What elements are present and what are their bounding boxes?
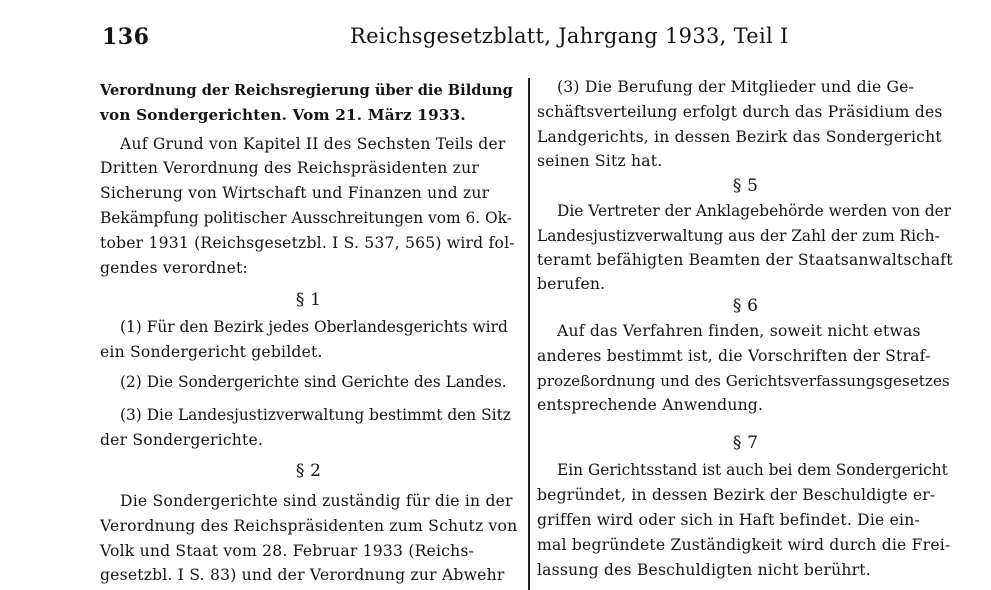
- document-title-line: von Sondergerichten. Vom 21. März 1933.: [100, 106, 466, 124]
- paragraph-line: Landgerichts, in dessen Bezirk das Sondergericht: [537, 128, 942, 146]
- paragraph-line: mal begründete Zuständigkeit wird durch die Frei-: [537, 536, 951, 554]
- section-heading: § 2: [295, 461, 322, 481]
- paragraph-line: begründet, in dessen Bezirk der Beschuldigte er-: [537, 486, 936, 504]
- paragraph-line: lassung des Beschuldigten nicht berührt.: [537, 561, 871, 579]
- paragraph-line: (1) Für den Bezirk jedes Oberlandesgerichts wird: [120, 318, 508, 336]
- paragraph-line: Ein Gerichtsstand ist auch bei dem Sondergericht: [557, 461, 948, 479]
- paragraph-line: teramt befähigten Beamten der Staatsanwaltschaft: [537, 251, 953, 269]
- paragraph-line: anderes bestimmt ist, die Vorschriften der Straf-: [537, 347, 931, 365]
- paragraph-line: Auf das Verfahren finden, soweit nicht etwas: [557, 322, 921, 340]
- paragraph-line: der Sondergerichte.: [100, 431, 264, 449]
- section-heading: § 5: [732, 176, 759, 196]
- paragraph-line: Volk und Staat vom 28. Februar 1933 (Reichs-: [100, 542, 475, 560]
- section-heading: § 7: [732, 433, 759, 453]
- preamble-line: Dritten Verordnung des Reichspräsidenten zur: [100, 159, 479, 177]
- paragraph-line: berufen.: [537, 275, 606, 293]
- preamble-line: Auf Grund von Kapitel II des Sechsten Teils der: [120, 135, 506, 153]
- paragraph-line: Die Vertreter der Anklagebehörde werden von der: [557, 202, 952, 220]
- preamble-line: tober 1931 (Reichsgesetzbl. I S. 537, 565) wird fol-: [100, 234, 515, 252]
- page-number: 136: [102, 24, 150, 50]
- paragraph-line: Verordnung des Reichspräsidenten zum Schutz von: [100, 517, 518, 535]
- section-heading: § 6: [732, 296, 759, 316]
- preamble-line: Sicherung von Wirtschaft und Finanzen und zur: [100, 184, 490, 202]
- running-title: Reichsgesetzblatt, Jahrgang 1933, Teil I: [350, 24, 789, 48]
- paragraph-line: entsprechende Anwendung.: [537, 396, 764, 414]
- paragraph-line: griffen wird oder sich in Haft befindet. Die ein-: [537, 511, 920, 529]
- paragraph-line: Die Sondergerichte sind zuständig für die in der: [120, 492, 513, 510]
- paragraph-line: seinen Sitz hat.: [537, 152, 663, 170]
- paragraph-line: (3) Die Berufung der Mitglieder und die Ge-: [557, 78, 915, 96]
- paragraph-line: ein Sondergericht gebildet.: [100, 343, 323, 361]
- preamble-line: gendes verordnet:: [100, 259, 248, 277]
- paragraph-line: gesetzbl. I S. 83) und der Verordnung zur Abwehr: [100, 566, 505, 584]
- paragraph-line: schäftsverteilung erfolgt durch das Präsidium des: [537, 103, 943, 121]
- paragraph-line: prozeßordnung und des Gerichtsverfassungsgesetzes: [537, 372, 950, 390]
- preamble-line: Bekämpfung politischer Ausschreitungen vom 6. Ok-: [100, 209, 512, 227]
- paragraph-line: Landesjustizverwaltung aus der Zahl der zum Rich-: [537, 227, 940, 245]
- document-title-line: Verordnung der Reichsregierung über die Bildung: [100, 82, 513, 99]
- paragraph-line: (2) Die Sondergerichte sind Gerichte des Landes.: [120, 373, 507, 391]
- section-heading: § 1: [295, 290, 322, 310]
- column-divider: [528, 78, 530, 590]
- paragraph-line: (3) Die Landesjustizverwaltung bestimmt den Sitz: [120, 406, 511, 424]
